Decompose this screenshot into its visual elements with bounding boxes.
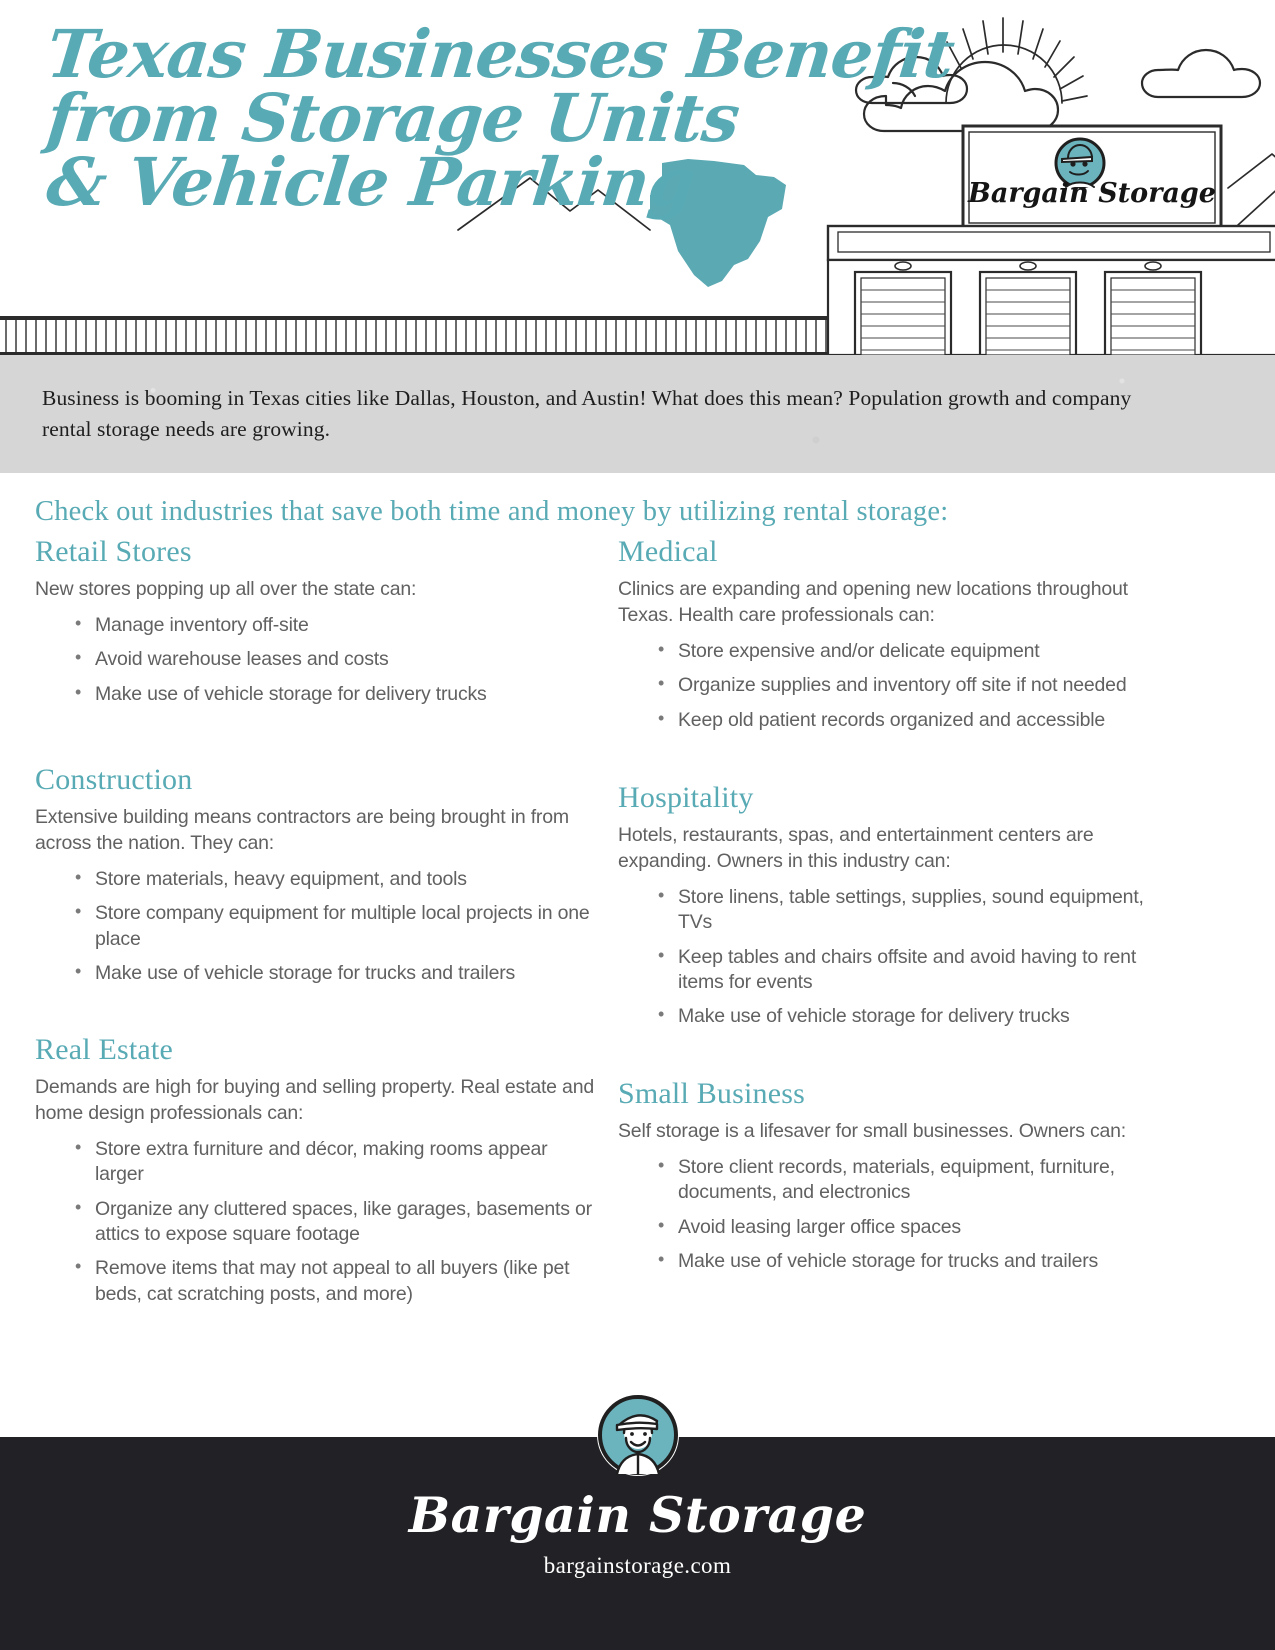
section-title: Retail Stores xyxy=(35,535,192,568)
footer-wordmark: Bargain Storage xyxy=(408,1486,867,1544)
section-construction xyxy=(35,763,595,995)
section-real-estate xyxy=(35,1033,595,1316)
storage-building xyxy=(828,226,1275,355)
section-lead: New stores popping up all over the state can: xyxy=(35,578,417,600)
section-title: Hospitality xyxy=(618,781,754,814)
list-item: • Organize any cluttered spaces, like garages, basements or attics to expose square footage xyxy=(73,1197,595,1248)
section-title: Medical xyxy=(618,535,718,568)
title-line-1: Texas Businesses Benefit xyxy=(43,15,958,93)
section-bullets xyxy=(656,1155,1178,1274)
list-item: • Store materials, heavy equipment, and tools xyxy=(73,867,595,892)
intro-band xyxy=(0,355,1275,473)
list-item: • Store company equipment for multiple local projects in one place xyxy=(73,901,595,952)
cloud-icon xyxy=(1142,50,1260,97)
list-item: • Make use of vehicle storage for trucks and trailers xyxy=(73,961,595,986)
section-title: Construction xyxy=(35,763,193,796)
header-banner xyxy=(0,0,1275,355)
list-item: • Store extra furniture and décor, making rooms appear larger xyxy=(73,1137,595,1188)
list-item: • Keep tables and chairs offsite and avoid having to rent items for events xyxy=(656,945,1178,996)
section-lead: Clinics are expanding and opening new locations throughout Texas. Health care professionals can: xyxy=(618,578,1128,626)
title-line-2: from Storage Units xyxy=(43,79,743,158)
section-lead: Hotels, restaurants, spas, and entertainment centers are expanding. Owners in this industry can: xyxy=(618,824,1094,872)
section-hospitality xyxy=(618,781,1178,1039)
section-lead: Self storage is a lifesaver for small businesses. Owners can: xyxy=(618,1120,1127,1142)
section-lead: Demands are high for buying and selling property. Real estate and home design professionals can: xyxy=(35,1076,594,1124)
section-small-business xyxy=(618,1077,1178,1283)
section-bullets xyxy=(73,613,595,707)
main-content xyxy=(0,473,1275,1358)
section-medical xyxy=(618,535,1178,742)
list-item: • Manage inventory off-site xyxy=(73,613,595,638)
section-lead: Extensive building means contractors are being brought in from across the nation. They can: xyxy=(35,806,569,854)
section-title: Small Business xyxy=(618,1077,805,1110)
list-item: • Avoid warehouse leases and costs xyxy=(73,647,595,672)
list-item: • Keep old patient records organized and accessible xyxy=(656,708,1178,733)
bargain-storage-mascot-icon xyxy=(593,1390,683,1480)
list-item: • Store expensive and/or delicate equipment xyxy=(656,639,1178,664)
section-bullets xyxy=(73,1137,595,1307)
page-title xyxy=(43,15,958,222)
billboard-label: Bargain Storage xyxy=(968,178,1216,209)
section-bullets xyxy=(656,639,1178,733)
section-retail-stores xyxy=(35,535,595,716)
list-item: • Make use of vehicle storage for trucks and trailers xyxy=(656,1249,1178,1274)
section-bullets xyxy=(73,867,595,986)
list-item: • Store client records, materials, equipment, furniture, documents, and electronics xyxy=(656,1155,1178,1206)
list-item: • Avoid leasing larger office spaces xyxy=(656,1215,1178,1240)
footer-url[interactable]: bargainstorage.com xyxy=(543,1553,732,1578)
list-item: • Make use of vehicle storage for delivery trucks xyxy=(73,682,595,707)
title-line-3: & Vehicle Parking xyxy=(43,143,698,222)
intro-text: Business is booming in Texas cities like Dallas, Houston, and Austin! What does this mean? Population growth and company rental storage needs are growing. xyxy=(42,386,1132,442)
section-headline: Check out industries that save both time and money by utilizing rental storage: xyxy=(35,496,949,527)
list-item: • Organize supplies and inventory off site if not needed xyxy=(656,673,1178,698)
fence xyxy=(0,316,828,355)
list-item: • Store linens, table settings, supplies, sound equipment, TVs xyxy=(656,885,1178,936)
list-item: • Make use of vehicle storage for delivery trucks xyxy=(656,1004,1178,1029)
list-item: • Remove items that may not appeal to all buyers (like pet beds, cat scratching posts, and more) xyxy=(73,1256,595,1307)
footer xyxy=(0,1390,1275,1650)
section-title: Real Estate xyxy=(35,1033,173,1066)
section-bullets xyxy=(656,885,1178,1030)
